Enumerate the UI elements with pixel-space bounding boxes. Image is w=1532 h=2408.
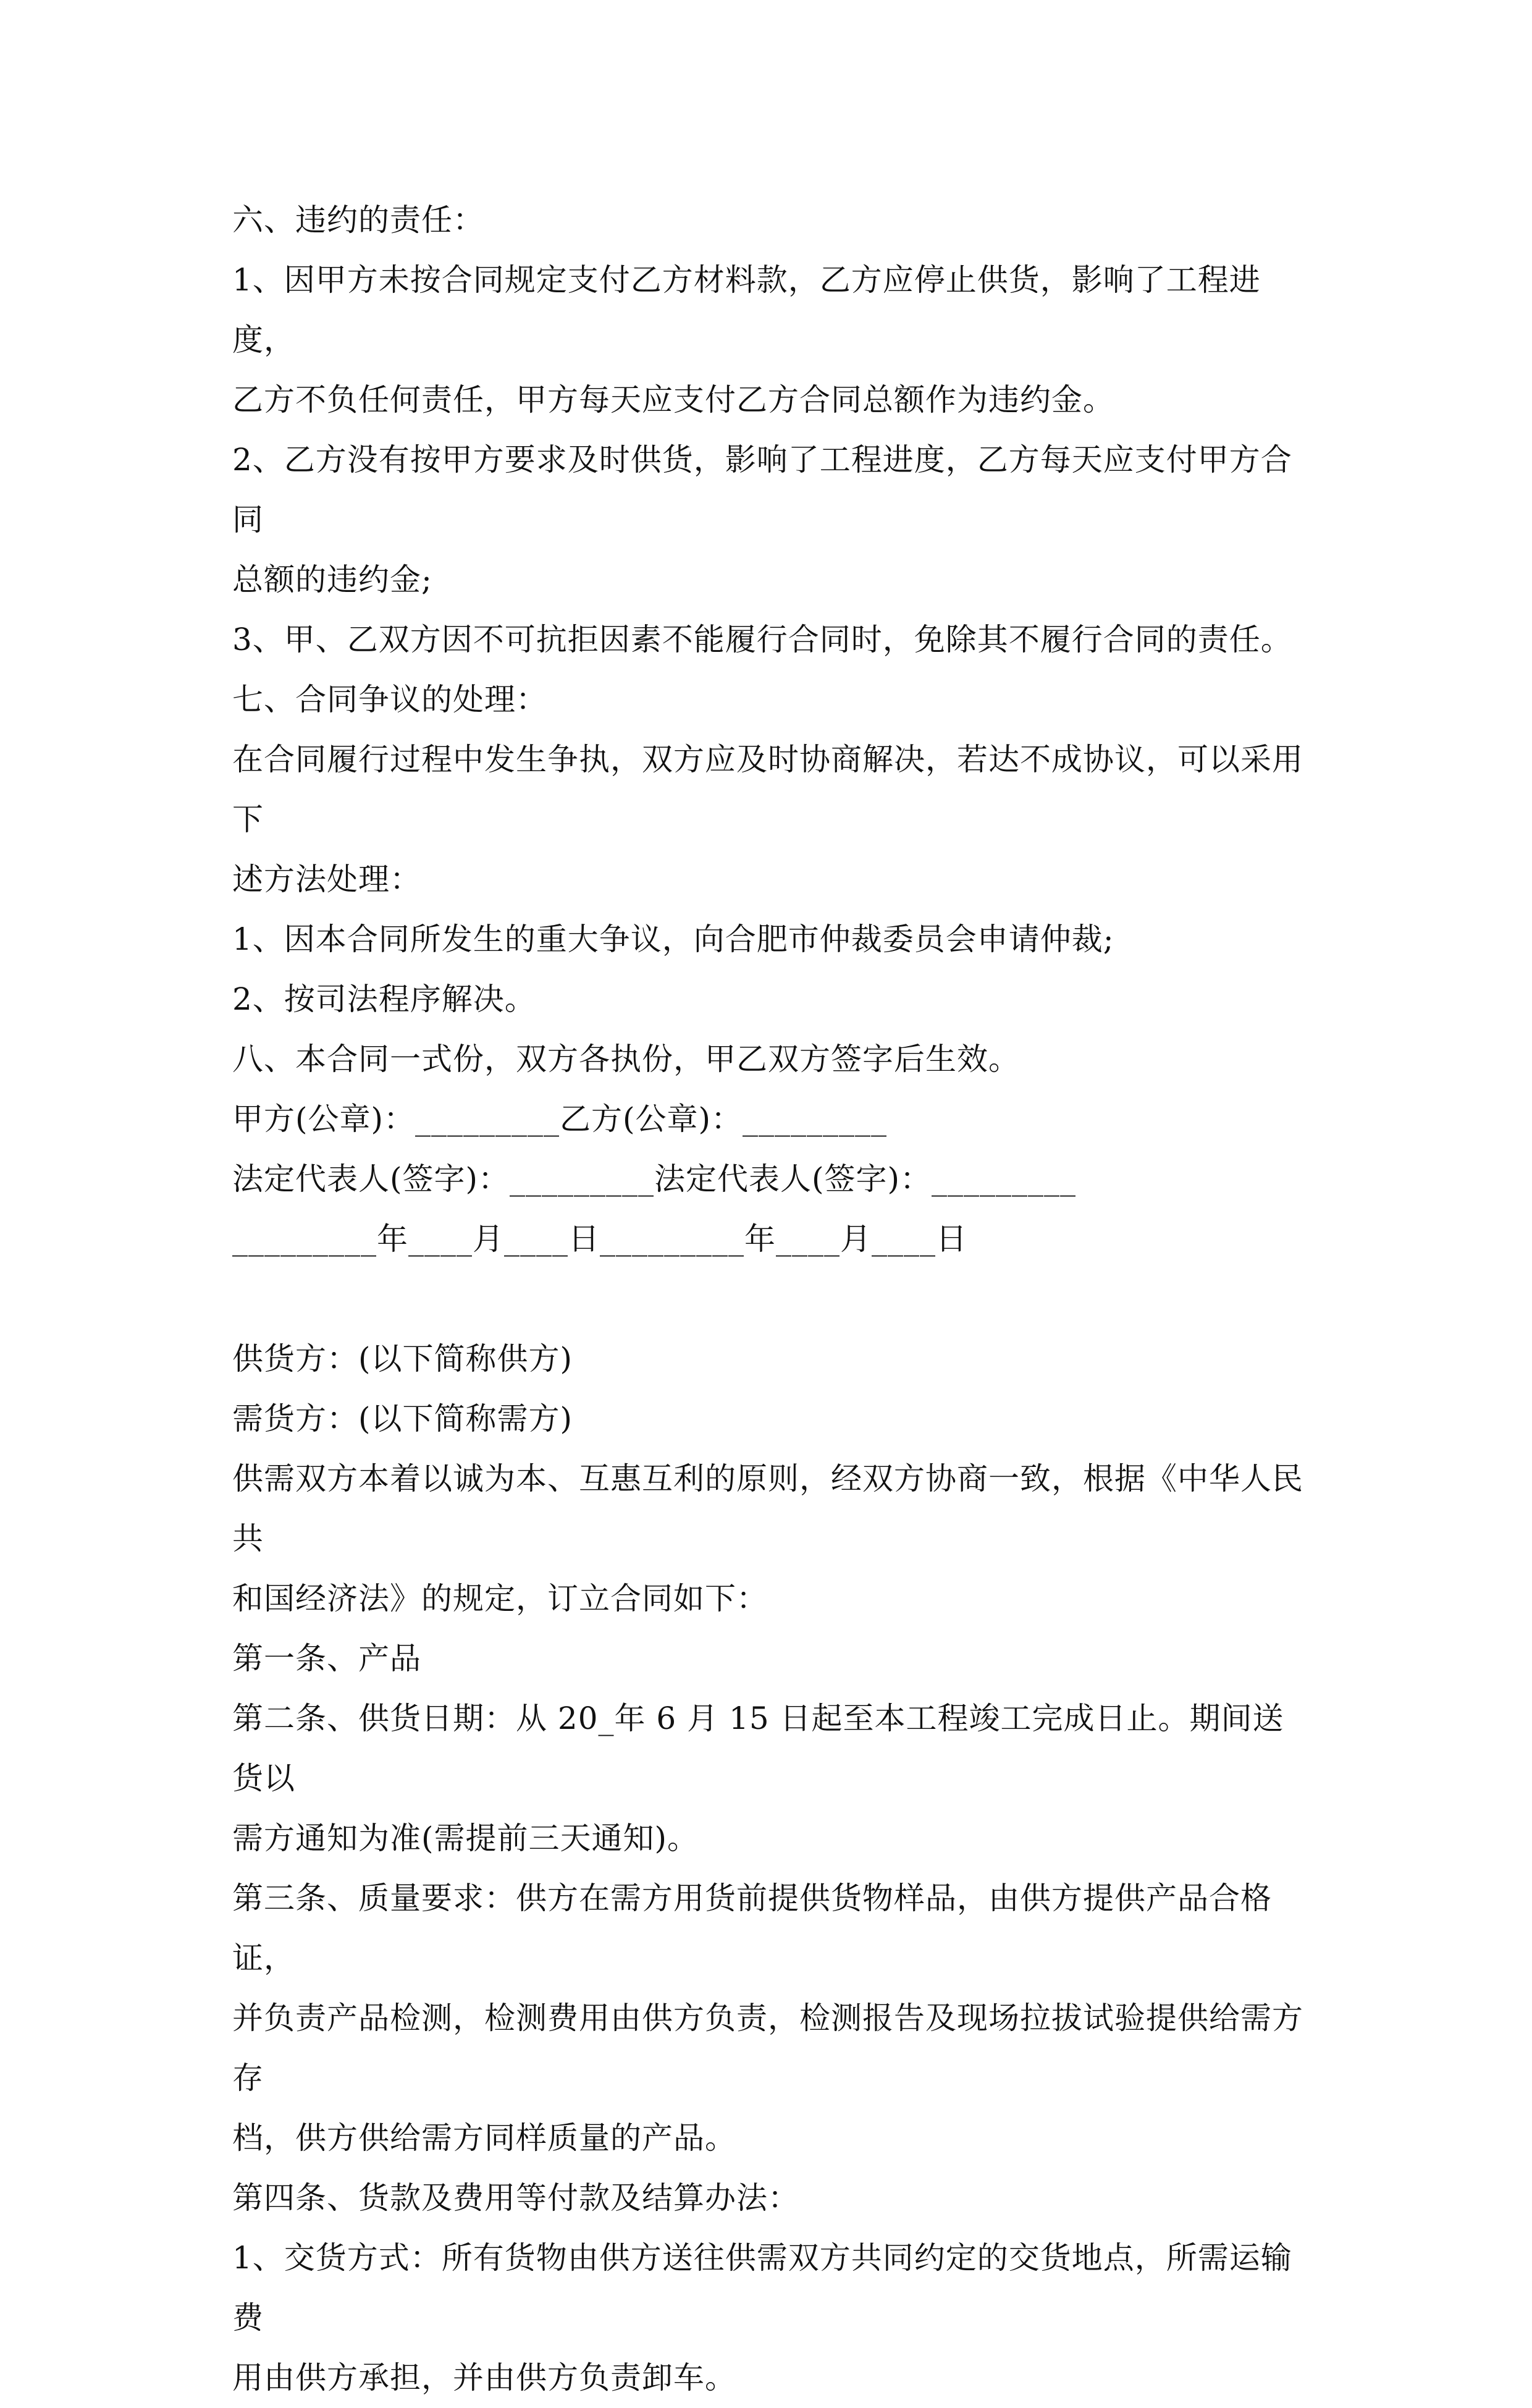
clause-heading-copies: 八、本合同一式份，双方各执份，甲乙双方签字后生效。 xyxy=(232,1041,1020,1077)
article-heading-product: 第一条、产品 xyxy=(232,1641,421,1676)
buyer-line: 需货方：(以下简称需方) xyxy=(232,1401,573,1437)
text-line: 在合同履行过程中发生争执，双方应及时协商解决，若达不成协议，可以采用下 xyxy=(232,741,1303,837)
signature-representative-line: 法定代表人(签字)：_________法定代表人(签字)：_________ xyxy=(232,1161,1077,1197)
text-line: 述方法处理： xyxy=(232,861,421,897)
signature-date-line: _________年____月____日_________年____月____日 xyxy=(232,1221,967,1257)
text-line: 并负责产品检测，检测费用由供方负责，检测报告及现场拉拔试验提供给需方存 xyxy=(232,2000,1303,2096)
text-line: 1、交货方式：所有货物由供方送往供需双方共同约定的交货地点，所需运输费 xyxy=(232,2240,1292,2336)
signature-seal-line: 甲方(公章)：_________乙方(公章)：_________ xyxy=(232,1101,888,1137)
text-line: 乙方不负任何责任，甲方每天应支付乙方合同总额作为违约金。 xyxy=(232,382,1114,418)
text-line: 第三条、质量要求：供方在需方用货前提供货物样品，由供方提供产品合格证， xyxy=(232,1880,1272,1976)
text-line: 1、因本合同所发生的重大争议，向合肥市仲裁委员会申请仲裁; xyxy=(232,921,1114,957)
section-gap xyxy=(232,1269,1313,1329)
clause-heading-dispute: 七、合同争议的处理： xyxy=(232,682,547,717)
text-line: 需方通知为准(需提前三天通知)。 xyxy=(232,1820,699,1856)
supplier-line: 供货方：(以下简称供方) xyxy=(232,1341,573,1377)
text-line: 2、按司法程序解决。 xyxy=(232,981,536,1017)
text-line: 档，供方供给需方同样质量的产品。 xyxy=(232,2120,736,2156)
text-line: 3、甲、乙双方因不可抗拒因素不能履行合同时，免除其不履行合同的责任。 xyxy=(232,622,1292,657)
text-line: 供需双方本着以诚为本、互惠互利的原则，经双方协商一致，根据《中华人民共 xyxy=(232,1461,1303,1557)
clause-heading-breach: 六、违约的责任： xyxy=(232,202,484,238)
article-heading-payment: 第四条、货款及费用等付款及结算办法： xyxy=(232,2180,799,2216)
text-line: 2、乙方没有按甲方要求及时供货，影响了工程进度，乙方每天应支付甲方合同 xyxy=(232,442,1292,538)
text-line: 和国经济法》的规定，订立合同如下： xyxy=(232,1581,768,1616)
text-line: 总额的违约金; xyxy=(232,562,432,598)
text-line: 第二条、供货日期：从 20_年 6 月 15 日起至本工程竣工完成日止。期间送货以 xyxy=(232,1700,1284,1796)
text-line: 用由供方承担，并由供方负责卸车。 xyxy=(232,2360,736,2396)
document-body xyxy=(232,190,1313,2408)
text-line: 1、因甲方未按合同规定支付乙方材料款，乙方应停止供货，影响了工程进度， xyxy=(232,262,1261,358)
